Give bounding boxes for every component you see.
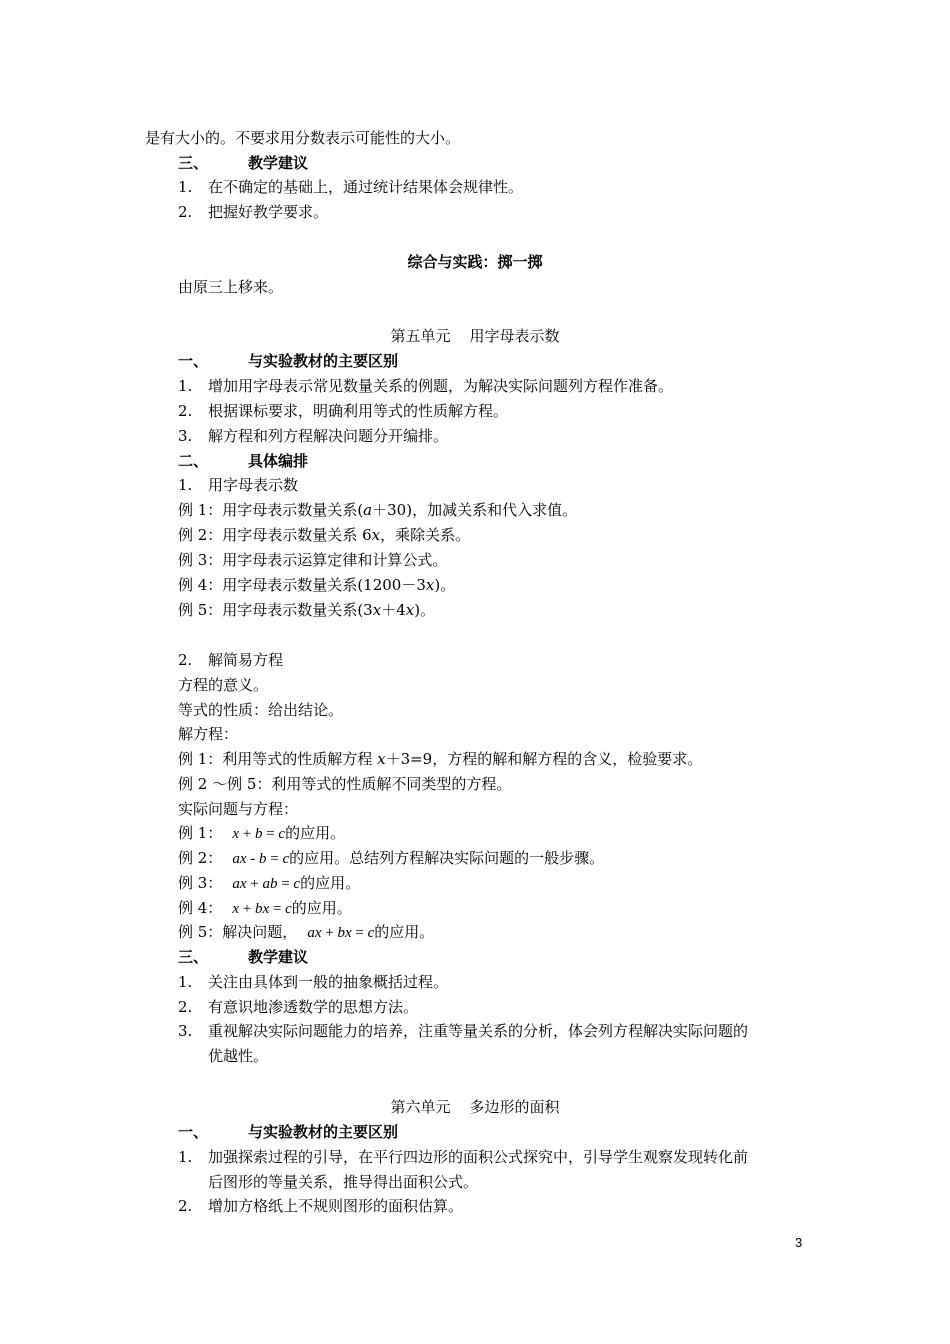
section-title: 教学建议 [248,154,309,172]
section-heading [178,351,398,371]
math-formula: x + b = c [232,826,286,842]
example-line [178,575,455,595]
item-number: 1. [178,476,193,494]
example-text: )。 [434,576,456,594]
math-formula: ax - b = c [232,851,290,867]
section-number: 一、 [178,352,209,370]
item-text: 重视解决实际问题能力的培养，注重等量关系的分析，体会列方程解决实际问题的 [208,1022,749,1040]
item-text: 根据课标要求，明确利用等式的性质解方程。 [208,402,509,420]
text-line: 方程的意义。 [178,676,269,694]
item-number: 2. [178,651,193,669]
example-line: 例 2 ～例 5：利用等式的性质解不同类型的方程。 [178,775,512,793]
item-number: 1. [178,178,193,196]
math-variable: x [377,750,386,768]
section-title: 具体编排 [248,452,309,470]
item-number: 3. [178,427,193,445]
example-text: ＋3=9，方程的解和解方程的含义，检验要求。 [385,750,703,768]
item-text: 解方程和列方程解决问题分开编排。 [208,427,449,445]
practice-title: 综合与实践：掷一掷 [407,253,543,271]
item-number: 1. [178,1148,193,1166]
math-formula: x + bx = c [232,901,292,917]
item-text: 增加方格纸上不规则图形的面积估算。 [208,1197,464,1215]
example-line: 例 3：用字母表示运算定律和计算公式。 [178,551,448,569]
item-number: 2. [178,203,193,221]
example-line [178,749,702,769]
section-heading [178,947,308,967]
example-text: 的应用。 [300,874,361,892]
section-title: 与实验教材的主要区别 [248,352,399,370]
section-title: 与实验教材的主要区别 [248,1123,399,1141]
example-label: 例 2： [178,849,223,867]
example-text: 的应用。 [291,899,352,917]
section-heading [178,1122,398,1142]
item-text: 有意识地渗透数学的思想方法。 [208,998,419,1016]
item-text: 关注由具体到一般的抽象概括过程。 [208,973,449,991]
example-text: 的应用。 [374,923,435,941]
subsection-heading [178,475,298,495]
list-item [178,1021,748,1041]
formula-line [178,898,352,919]
example-text: 的应用。总结列方程解决实际问题的一般步骤。 [289,849,605,867]
math-variable: x [425,576,435,594]
text-line: 解方程： [178,725,239,743]
math-formula: ax + ab = c [232,876,301,892]
list-item-continuation: 优越性。 [208,1047,269,1065]
example-text: 例 2：用字母表示数量关系 6 [178,526,372,544]
example-label: 例 5：解决问题， [178,923,298,941]
list-item [178,997,418,1017]
intro-line: 是有大小的。不要求用分数表示可能性的大小。 [145,129,461,147]
formula-line [178,922,434,943]
item-text: 加强探索过程的引导，在平行四边形的面积公式探究中，引导学生观察发现转化前 [208,1148,749,1166]
formula-line [178,873,360,894]
item-number: 3. [178,1022,193,1040]
list-item [178,1147,748,1167]
example-text: 例 1：用字母表示数量关系( [178,501,364,519]
subsection-heading [178,650,283,670]
item-number: 1. [178,377,193,395]
list-item [178,202,328,222]
item-number: 2. [178,1197,193,1215]
section-number: 三、 [178,154,209,172]
section-heading [178,153,308,173]
example-label: 例 3： [178,874,223,892]
item-text: 增加用字母表示常见数量关系的例题，为解决实际问题列方程作准备。 [208,377,674,395]
math-formula: ax + bx = c [307,925,375,941]
list-item [178,972,448,992]
section-number: 一、 [178,1123,209,1141]
list-item [178,426,448,446]
math-variable: a [363,501,373,519]
example-text: ＋4 [381,601,406,619]
example-label: 例 1： [178,824,223,842]
example-text: ＋30)，加减关系和代入求值。 [372,501,578,519]
text-line: 实际问题与方程： [178,800,299,818]
math-variable: x [405,601,415,619]
unit-title: 第五单元 用字母表示数 [390,327,560,345]
item-text: 用字母表示数 [208,476,299,494]
example-line [178,500,577,520]
example-line [178,600,435,620]
item-text: 把握好教学要求。 [208,203,329,221]
page-number: 3 [795,1235,803,1250]
example-line [178,525,470,545]
section-number: 二、 [178,452,209,470]
example-text: 例 4：用字母表示数量关系(1200－3 [178,576,426,594]
list-item-continuation: 后图形的等量关系，推导得出面积公式。 [208,1173,479,1191]
example-text: 例 5：用字母表示数量关系(3 [178,601,373,619]
example-text: 的应用。 [285,824,346,842]
item-number: 1. [178,973,193,991]
example-text: ，乘除关系。 [380,526,471,544]
item-text: 解简易方程 [208,651,284,669]
math-variable: x [371,526,381,544]
list-item [178,401,508,421]
section-number: 三、 [178,948,209,966]
list-item [178,376,673,396]
text-line: 等式的性质：给出结论。 [178,701,344,719]
item-number: 2. [178,998,193,1016]
item-number: 2. [178,402,193,420]
example-label: 例 4： [178,899,223,917]
example-text: 例 1：利用等式的性质解方程 [178,750,378,768]
formula-line [178,823,345,844]
practice-body: 由原三上移来。 [178,278,284,296]
section-heading [178,451,308,471]
formula-line [178,848,604,869]
list-item [178,1196,463,1216]
item-text: 在不确定的基础上，通过统计结果体会规律性。 [208,178,524,196]
math-variable: x [372,601,382,619]
section-title: 教学建议 [248,948,309,966]
unit-title: 第六单元 多边形的面积 [390,1098,560,1116]
list-item [178,177,523,197]
example-text: )。 [414,601,436,619]
